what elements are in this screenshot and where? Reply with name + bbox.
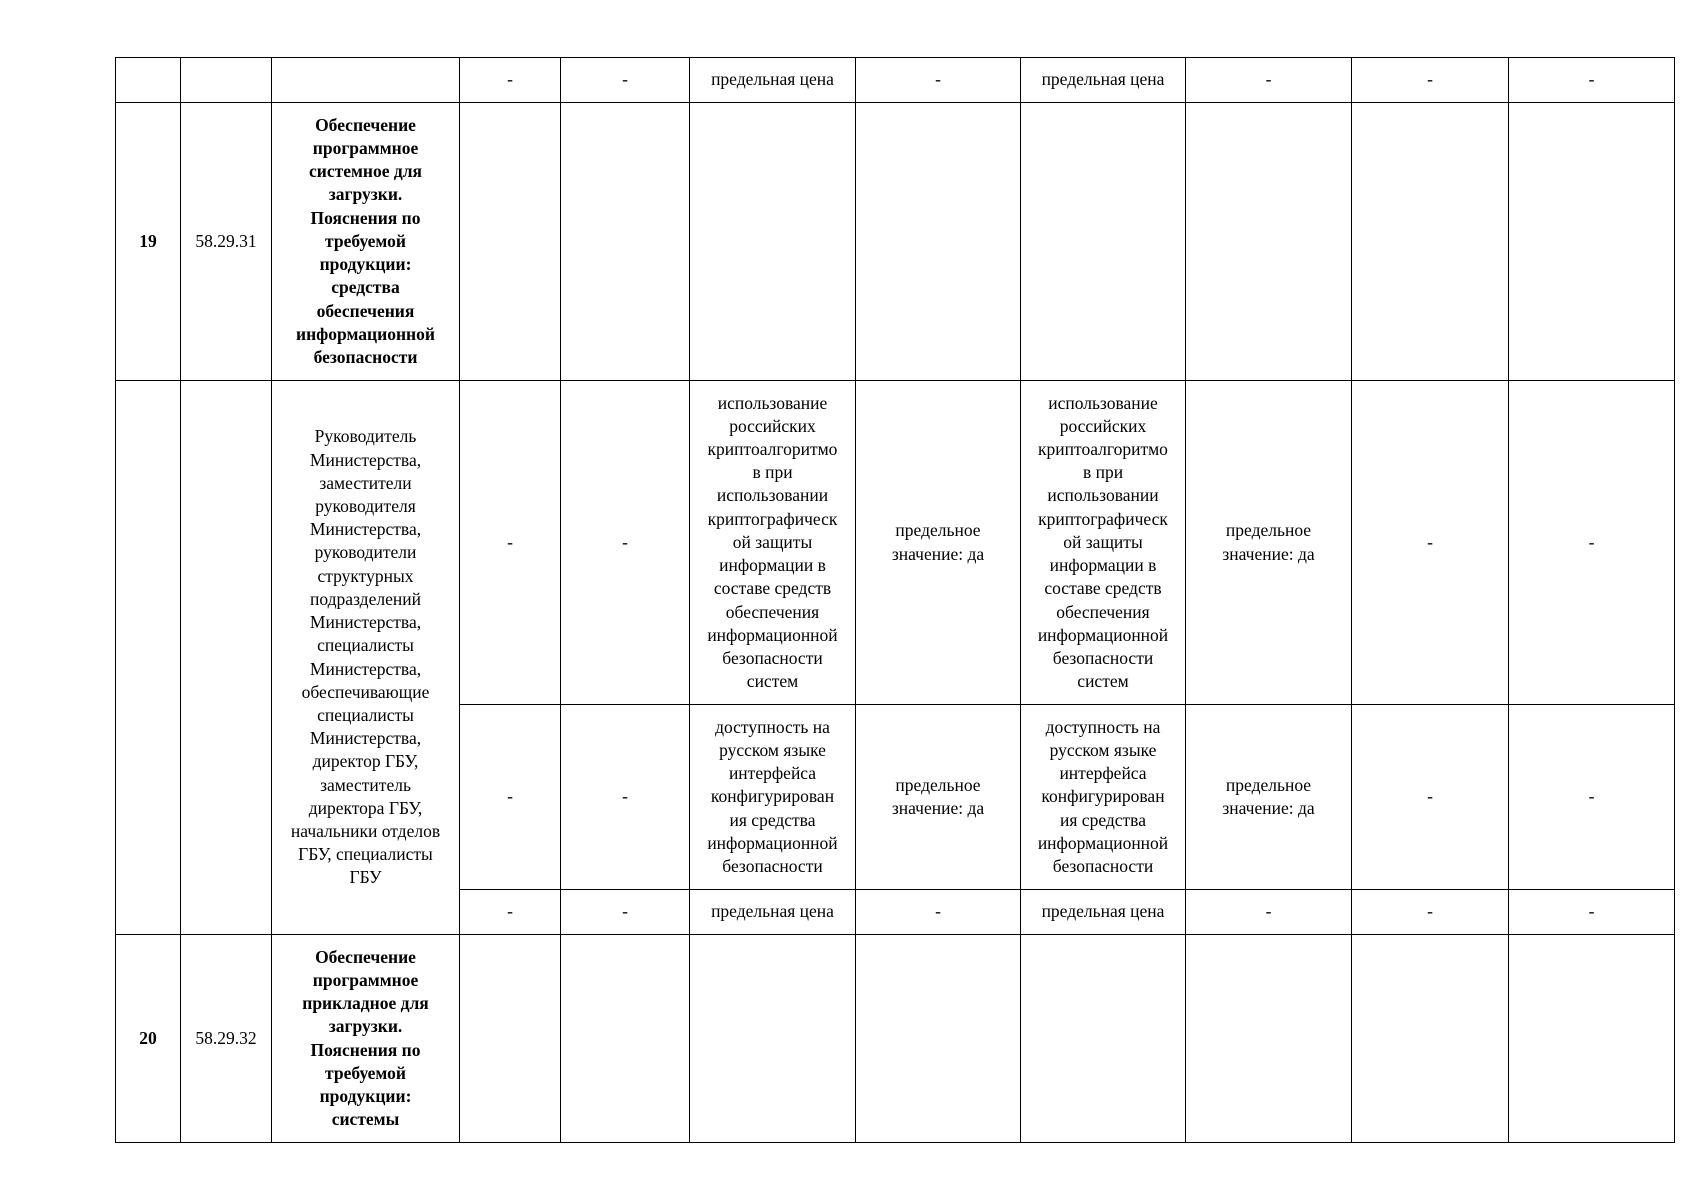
empty-cell [1186, 103, 1352, 381]
characteristic-cell: использование российских криптоалгоритмо в при использовании криптографическ ой защиты информации в составе средств обеспечения информационной безопасности систем [690, 381, 856, 705]
row-number-cell [116, 58, 181, 103]
okpd-code-cell: 58.29.31 [181, 103, 272, 381]
dash-cell: - [1509, 58, 1675, 103]
empty-cell [1352, 103, 1509, 381]
empty-cell [1021, 935, 1186, 1143]
value-cell: предельное значение: да [856, 705, 1021, 890]
characteristic-cell: доступность на русском языке интерфейса конфигурирован ия средства информационной безопасности [690, 705, 856, 890]
requirements-table [115, 57, 1675, 1143]
characteristic-cell: предельная цена [690, 890, 856, 935]
value-cell: предельное значение: да [1186, 705, 1352, 890]
dash-cell: - [1186, 58, 1352, 103]
dash-cell: - [856, 890, 1021, 935]
empty-cell [561, 935, 690, 1143]
table-row [116, 935, 1675, 1143]
empty-cell [460, 935, 561, 1143]
product-name-cell [272, 58, 460, 103]
dash-cell: - [561, 890, 690, 935]
dash-cell: - [856, 58, 1021, 103]
okpd-code-cell [181, 58, 272, 103]
characteristic-cell: предельная цена [690, 58, 856, 103]
empty-cell [690, 935, 856, 1143]
empty-cell [690, 103, 856, 381]
empty-cell [856, 935, 1021, 1143]
empty-cell [1352, 935, 1509, 1143]
empty-cell [1509, 935, 1675, 1143]
okpd-code-cell: 58.29.32 [181, 935, 272, 1143]
dash-cell: - [561, 58, 690, 103]
empty-cell [561, 103, 690, 381]
dash-cell: - [460, 58, 561, 103]
dash-cell: - [1509, 381, 1675, 705]
dash-cell: - [1352, 58, 1509, 103]
positions-cell: Руководитель Министерства, заместители руководителя Министерства, руководители структурных подразделений Министерства, специалисты Министерства, обеспечивающие специалисты Министерства, директор ГБУ, заместитель директора ГБУ, начальники отделов ГБУ, специалисты ГБУ [272, 381, 460, 935]
product-name-cell: Обеспечение программное прикладное для загрузки. Пояснения по требуемой продукции: системы [272, 935, 460, 1143]
dash-cell: - [1352, 705, 1509, 890]
dash-cell: - [1509, 705, 1675, 890]
dash-cell: - [1352, 890, 1509, 935]
row-number-cell [116, 381, 181, 935]
dash-cell: - [460, 890, 561, 935]
value-cell: предельное значение: да [1186, 381, 1352, 705]
row-number-cell: 19 [116, 103, 181, 381]
table-row [116, 381, 1675, 705]
table-row [116, 58, 1675, 103]
dash-cell: - [460, 705, 561, 890]
table-row [116, 103, 1675, 381]
characteristic-cell: предельная цена [1021, 58, 1186, 103]
dash-cell: - [1186, 890, 1352, 935]
empty-cell [856, 103, 1021, 381]
dash-cell: - [561, 705, 690, 890]
characteristic-cell: использование российских криптоалгоритмо в при использовании криптографическ ой защиты информации в составе средств обеспечения информационной безопасности систем [1021, 381, 1186, 705]
value-cell: предельное значение: да [856, 381, 1021, 705]
product-name-cell: Обеспечение программное системное для загрузки. Пояснения по требуемой продукции: средства обеспечения информационной безопасности [272, 103, 460, 381]
empty-cell [460, 103, 561, 381]
dash-cell: - [1352, 381, 1509, 705]
empty-cell [1509, 103, 1675, 381]
dash-cell: - [1509, 890, 1675, 935]
row-number-cell: 20 [116, 935, 181, 1143]
dash-cell: - [460, 381, 561, 705]
empty-cell [1186, 935, 1352, 1143]
characteristic-cell: доступность на русском языке интерфейса конфигурирован ия средства информационной безопасности [1021, 705, 1186, 890]
dash-cell: - [561, 381, 690, 705]
characteristic-cell: предельная цена [1021, 890, 1186, 935]
empty-cell [1021, 103, 1186, 381]
okpd-code-cell [181, 381, 272, 935]
